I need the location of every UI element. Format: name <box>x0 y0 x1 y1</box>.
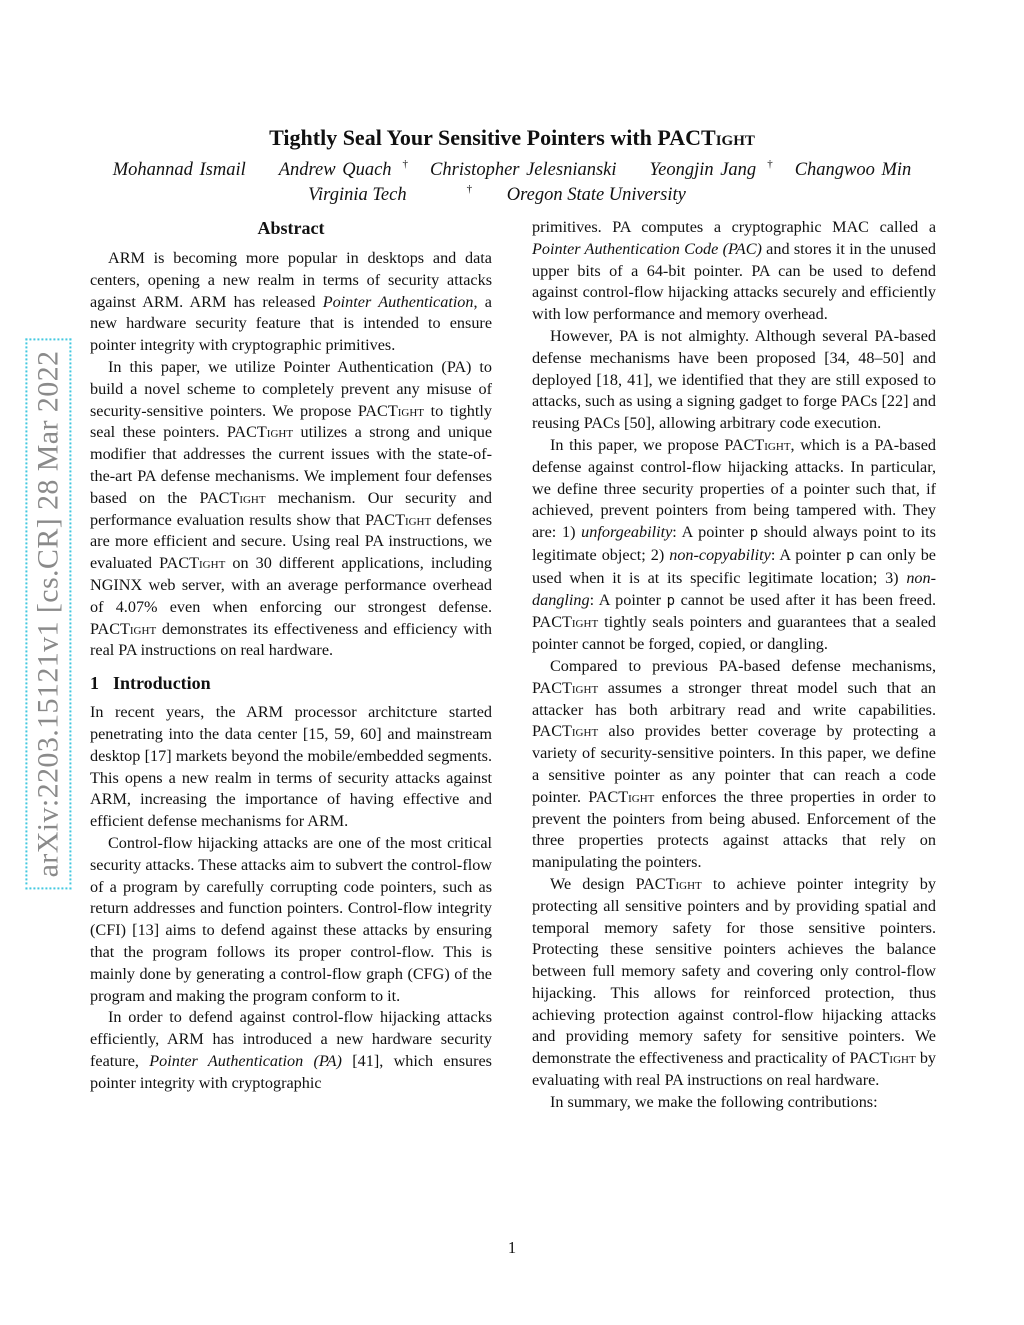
author-list <box>0 160 1024 181</box>
affiliation: Virginia Tech <box>308 185 407 205</box>
author: Mohannad Ismail <box>112 160 246 180</box>
section-heading-introduction: 1 Introduction <box>90 673 211 694</box>
body-paragraph: primitives. PA computes a cryptographic MAC called a Pointer Authentication Code (PAC) and stores it in the unused upper bits of a 64-bit pointer. PA can be used to defend against control-flow hijacking attacks securely and efficiently with low performance and memory overhead. <box>532 218 936 324</box>
body-paragraph: Control-flow hijacking attacks are one of the most critical security attacks. These attacks aim to subvert the control-flow of a program by carefully corrupting code pointers, such as return addresses and function pointers. Control-flow integrity (CFI) [13] aims to defend against these attacks by ensuring that the program follows its proper control-flow. This is mainly done by generating a control-flow graph (CFG) of the program and making the program conform to it. <box>90 833 492 1005</box>
right-column <box>532 217 936 1114</box>
left-column <box>90 216 492 1094</box>
body-paragraph: We design PACTight to achieve pointer integrity by protecting all sensitive pointers and by providing spatial and temporal memory safety for those sensitive pointers. Protecting these sensitive pointers achieves the balance between full memory safety and covering only control-flow hijacking. This allows for reinforced protection, thus achieving protection against control-flow hijacking attacks and providing memory safety for sensitive pointers. We demonstrate the effectiveness and practicality of PACTight by evaluating with real PA instructions on real hardware. <box>532 874 937 1090</box>
arxiv-sidebar-stamp <box>22 318 74 910</box>
author: Yeongjin Jang † <box>649 158 773 180</box>
author: Andrew Quach † <box>278 158 409 180</box>
abstract-paragraph: ARM is becoming more popular in desktops and data centers, opening a new realm in terms of security attacks against ARM. ARM has released Pointer Authentication, a new hardware security feature that is intended to ensure pointer integrity with cryptographic primitives. <box>90 249 492 355</box>
body-paragraph: Compared to previous PA-based defense mechanisms, PACTight assumes a stronger threat model such that an attacker has both arbitrary read and write capabilities. PACTight also provides better coverage by protecting a variety of security-sensitive pointers. In this paper, we define a sensitive pointer as any pointer that can reach a code pointer. PACTight enforces the three properties in order to prevent the pointers from being abused. Enforcement of the three properties protects against attacks that rely on manipulating the pointers. <box>532 656 936 872</box>
body-paragraph: In recent years, the ARM processor architcture started penetrating into the data center [15, 59, 60] and mainstream desktop [17] markets beyond the mobile/embedded segments. This opens a new realm in terms of security attacks against ARM, increasing the importance of having effective and efficient defense mechanisms for ARM. <box>90 703 492 831</box>
author: Changwoo Min <box>794 160 912 180</box>
abstract-paragraph: In this paper, we utilize Pointer Authentication (PA) to build a novel scheme to completely prevent any misuse of security-sensitive pointers. We propose PACTight to tightly seal these pointers. PACTight utilizes a strong and unique modifier that addresses the current issues with the state-of-the-art PA defense mechanisms. We implement four defenses based on the PACTight mechanism. Our security and performance evaluation results show that PACTight defenses are more efficient and secure. Using real PA instructions, we evaluated PACTight on 30 different applications, including NGINX web server, with an average performance overhead of 4.07% even when enforcing our strongest defense. PACTight demonstrates its effectiveness and efficiency with real PA instructions on real hardware. <box>90 357 493 660</box>
body-paragraph: In order to defend against control-flow hijacking attacks efficiently, ARM has introduced a new hardware security feature, Pointer Authentication (PA) [41], which ensures pointer integrity with cryptographic <box>90 1008 492 1092</box>
paper-title: Tightly Seal Your Sensitive Pointers with PACTight <box>269 125 755 150</box>
affiliations <box>0 185 1024 206</box>
body-paragraph: In this paper, we propose PACTight, which is a PA-based defense against control-flow hijacking attacks. In particular, we define three security properties of a pointer such that, if achieved, prevent pointers from being tampered with. They are: 1) unforgeability: A pointer p should always point to its legitimate object; 2) non-copyability: A pointer p can only be used when it is at its specific legitimate location; 3) non-dangling: A pointer p cannot be used after it has been freed. PACTight tightly seals pointers and guarantees that a sealed pointer cannot be forged, copied, or dangling. <box>532 435 937 654</box>
abstract-heading: Abstract <box>257 218 325 238</box>
author: Christopher Jelesnianski <box>430 160 617 180</box>
page-number: 1 <box>507 1238 517 1257</box>
body-paragraph: However, PA is not almighty. Although several PA-based defense mechanisms have been proposed [34, 48–50] and deployed [18, 41], we identified that they are still exposed to attacks, such as using a signing gadget to forge PACs [22] and reusing PACs [50], allowing arbitrary code execution. <box>532 326 936 433</box>
body-paragraph: In summary, we make the following contributions: <box>550 1092 878 1111</box>
affiliation: † Oregon State University <box>466 183 686 205</box>
arxiv-id[interactable]: arXiv:2203.15121v1 [cs.CR] 28 Mar 2022 <box>31 345 65 884</box>
